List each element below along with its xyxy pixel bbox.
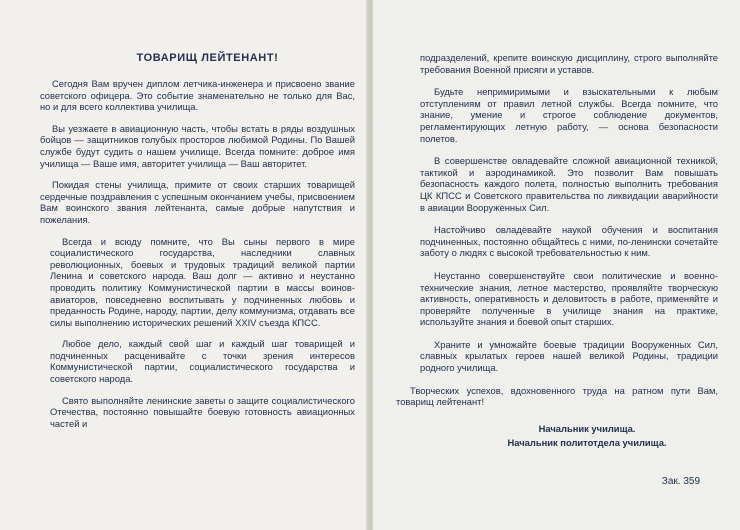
paragraph: Любое дело, каждый свой шаг и каждый шаг товарищей и подчиненных расценивайте с точки зрения интересов Коммунистической партии, социалистического государства и советского народа. (50, 338, 355, 385)
signature-head-of-school: Начальник училища. (538, 422, 636, 434)
paragraph: Храните и умножайте боевые традиции Вооруженных Сил, славных крылатых героев нашей великой Родины, традиции родного училища. (420, 338, 718, 374)
paragraph: Будьте непримиримыми и взыскательными к любым отступлениям от правил летной службы. Всегда помните, что знание, умение и строгое соблюдение документов, регламентирующих летную работу, — основа безопасности полетов. (420, 86, 718, 144)
paragraph: Вы уезжаете в авиационную часть, чтобы встать в ряды воздушных бойцов — защитников голубых просторов любимой Родины. По Вашей службе будут судить о нашем училище. Всегда помните: доброе имя училища — Ваше имя, авторитет училища — Ваш авторитет. (40, 122, 355, 169)
closing-wish: Творческих успехов, вдохновенного труда на ратном пути Вам, товарищ лейтенант! (396, 384, 718, 408)
paragraph: Сегодня Вам вручен диплом летчика-инженера и присвоено звание советского офицера. Это событие знаменательно не только для Вас, но и для всего коллектива училища. (40, 78, 355, 113)
paragraph: Неустанно совершенствуйте свои политические и военно-технические знания, летное мастерство, проявляйте творческую активность, оперативность и деловитость в работе, применяйте и проверяйте полученные в училище знания на практике, используйте знания и боевой опыт старших. (420, 269, 718, 328)
signature-block (420, 422, 718, 450)
paragraph: Всегда и всюду помните, что Вы сыны первого в мире социалистического государства, наследники славных революционных, боевых и трудовых традиций великой партии Ленина и советского народа. Ваш долг — активно и неустанно проводить политику Коммунистической партии в массы воинов-авиаторов, повседневно воспитывать у подчиненных любовь и преданность Родине, народу, партии, делу коммунизма, отдавать все силы выполнению исторических решений XXIV съезда КПСС. (50, 235, 355, 328)
signature-head-of-political-department: Начальник политотдела училища. (507, 436, 667, 448)
paragraph: Свято выполняйте ленинские заветы о защите социалистического Отечества, постоянно повышайте боевую готовность авиационных частей и (50, 394, 355, 429)
left-page (0, 0, 369, 530)
print-order-number: Зак. 359 (661, 475, 700, 487)
paragraph: Настойчиво овладевайте наукой обучения и воспитания подчиненных, постоянно общайтесь с ними, по-ленински сочетайте заботу о людях с высокой требовательностью к ним. (420, 224, 718, 259)
paragraph: В совершенстве овладевайте сложной авиационной техникой, тактикой и аэродинамикой. Это позволит Вам повышать безопасность каждого полета, полностью выполнить требования ЦК КПСС и Советского правительства по ликвидации аварийности в авиации Вооруженных Сил. (420, 155, 718, 213)
paragraph: подразделений, крепите воинскую дисциплину, строго выполняйте требования Военной присяги и уставов. (420, 52, 718, 75)
right-page (373, 0, 740, 530)
paragraph: Покидая стены училища, примите от своих старших товарищей сердечные поздравления с успешным окончанием учебы, присвоением Вам воинского звания лейтенанта, самые добрые напутствия и пожелания. (40, 179, 355, 225)
page-title: ТОВАРИЩ ЛЕЙТЕНАНТ! (136, 52, 279, 64)
